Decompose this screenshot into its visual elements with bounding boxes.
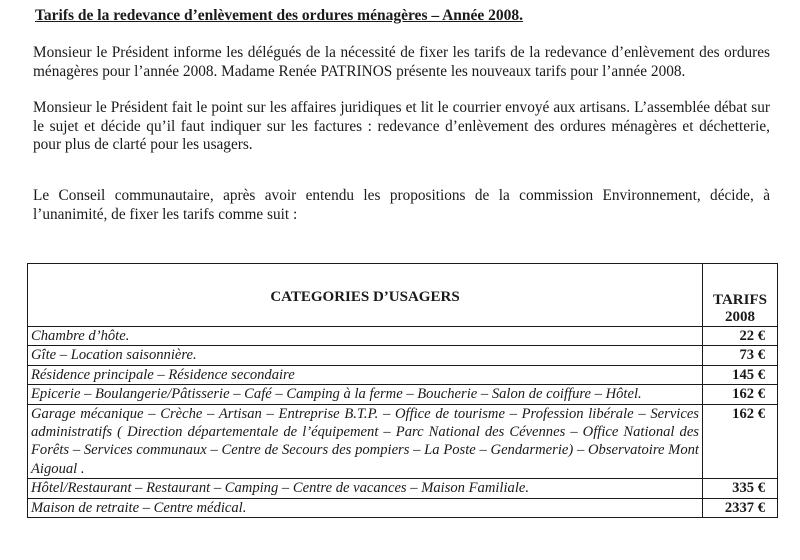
header-categories-label: CATEGORIES D’USAGERS — [270, 288, 460, 305]
table-row — [28, 385, 778, 404]
category-cell: Gîte – Location saisonnière. — [28, 346, 703, 365]
paragraph-intro: Monsieur le Président informe les délégués de la nécessité de fixer les tarifs de la redevance d’enlèvement des ordures ménagères pour l’année 2008. Madame Renée PATRINOS présente les nouveaux tarifs pour l’année 2008. — [33, 44, 770, 80]
header-tariffs — [703, 264, 778, 327]
header-year-label: 2008 — [725, 309, 755, 325]
table-row — [28, 365, 778, 384]
table-row — [28, 498, 778, 517]
header-categories — [28, 264, 703, 327]
paragraph-decision: Le Conseil communautaire, après avoir entendu les propositions de la commission Environnement, décide, à l’unanimité, de fixer les tarifs comme suit : — [33, 187, 770, 223]
section-title: Tarifs de la redevance d’enlèvement des ordures ménagères – Année 2008. — [35, 7, 524, 24]
category-cell: Hôtel/Restaurant – Restaurant – Camping – Centre de vacances – Maison Familiale. — [28, 479, 703, 498]
category-cell: Chambre d’hôte. — [28, 327, 703, 346]
tariff-cell: 2337 € — [703, 498, 778, 517]
category-cell: Garage mécanique – Crèche – Artisan – Entreprise B.T.P. – Office de tourisme – Profession libérale – Services administratifs ( Direction départementale de l’équipement – Parc National des Cévennes – Office National des Forêts – Services communaux – Centre de Secours des pompiers – La Poste – Gendarmerie) – Observatoire Mont Aigoual . — [28, 404, 703, 479]
paragraph-legal-affairs: Monsieur le Président fait le point sur les affaires juridiques et lit le courrier envoyé aux artisans. L’assemblée débat sur le sujet et décide qu’il faut indiquer sur les factures : redevance d’enlèvement des ordures ménagères et déchetterie, pour plus de clarté pour les usagers. — [33, 99, 770, 154]
category-cell: Résidence principale – Résidence secondaire — [28, 365, 703, 384]
tariff-cell: 335 € — [703, 479, 778, 498]
category-cell: Maison de retraite – Centre médical. — [28, 498, 703, 517]
tariff-cell: 73 € — [703, 346, 778, 365]
table-row — [28, 479, 778, 498]
table-header-row — [28, 264, 778, 327]
tariff-cell: 162 € — [703, 385, 778, 404]
tariff-cell: 145 € — [703, 365, 778, 384]
tariff-table — [27, 263, 778, 518]
tariff-cell: 22 € — [703, 327, 778, 346]
tariff-cell: 162 € — [703, 404, 778, 479]
table-row — [28, 404, 778, 479]
category-cell: Epicerie – Boulangerie/Pâtisserie – Café – Camping à la ferme – Boucherie – Salon de coiffure – Hôtel. — [28, 385, 703, 404]
header-tariffs-label: TARIFS — [713, 292, 767, 308]
table-row — [28, 327, 778, 346]
table-row — [28, 346, 778, 365]
